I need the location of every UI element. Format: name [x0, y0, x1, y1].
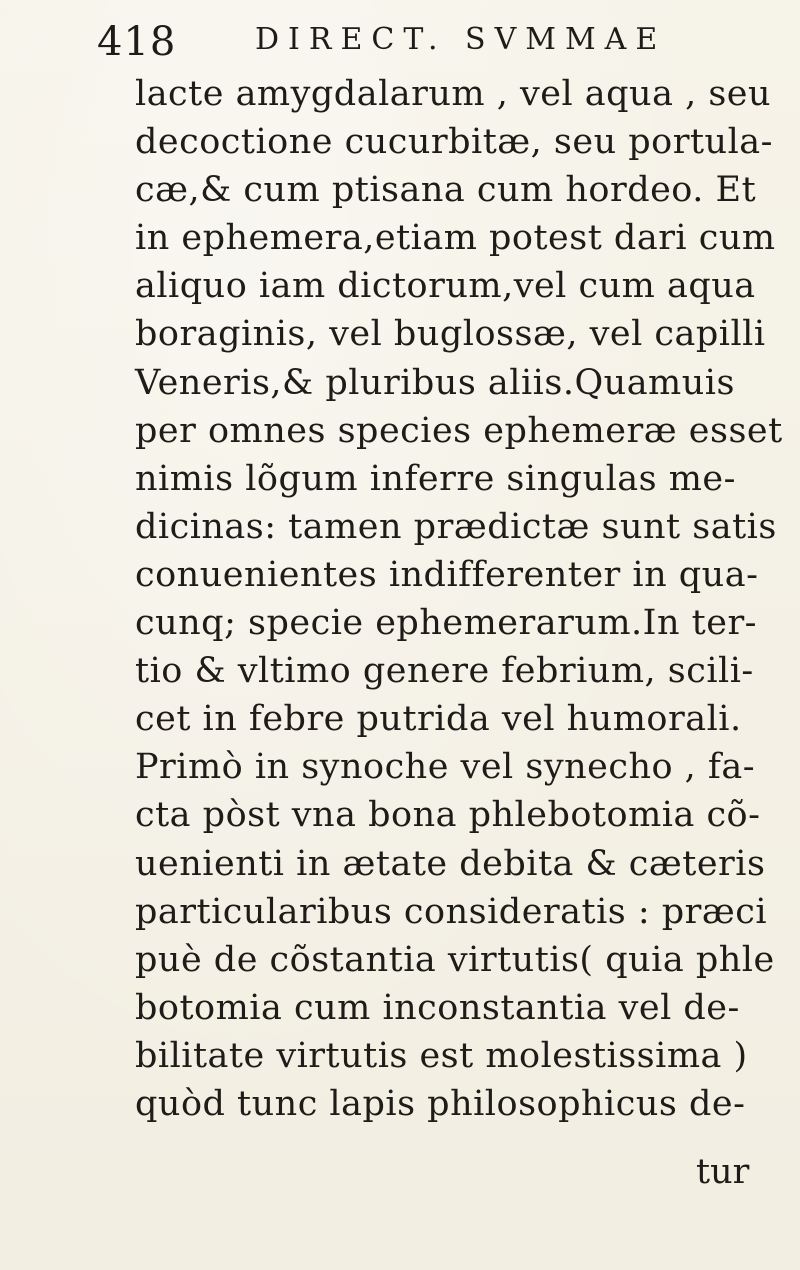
text-line: cet in febre putrida vel humorali.: [135, 699, 742, 740]
text-line: uenienti in ætate debita & cæteris: [135, 843, 766, 884]
text-line: Veneris,& pluribus aliis.Quamuis: [135, 362, 735, 403]
text-line: boraginis, vel buglossæ, vel capilli: [135, 314, 766, 355]
text-line: per omnes species ephemeræ esset: [135, 410, 783, 451]
text-line: quòd tunc lapis philosophicus de-: [135, 1083, 746, 1124]
text-line: bilitate virtutis est molestissima ): [135, 1035, 748, 1076]
catchword: tur: [696, 1152, 750, 1192]
text-line: conuenientes indifferenter in qua-: [135, 554, 759, 595]
text-line: nimis lõgum inferre singulas me-: [135, 458, 736, 499]
running-head: DIRECT. SVMMAE: [255, 22, 667, 57]
text-line: lacte amygdalarum , vel aqua , seu: [135, 74, 772, 114]
text-line: cæ,& cum ptisana cum hordeo. Et: [135, 170, 757, 211]
text-line: cta pòst vna bona phlebotomia cõ-: [135, 795, 761, 836]
text-line: botomia cum inconstantia vel de-: [135, 987, 740, 1028]
text-line: particularibus consideratis : præci: [135, 891, 768, 932]
text-line: decoctione cucurbitæ, seu portula-: [135, 122, 773, 163]
text-line: in ephemera,etiam potest dari cum: [135, 218, 776, 259]
text-line: Primò in synoche vel synecho , fa-: [135, 747, 756, 788]
text-line: dicinas: tamen prædictæ sunt satis: [135, 506, 777, 547]
text-line: tio & vltimo genere febrium, scili-: [135, 651, 754, 692]
text-line: aliquo iam dictorum,vel cum aqua: [135, 266, 756, 307]
text-line: cunq; specie ephemerarum.In ter-: [135, 603, 758, 644]
text-line: puè de cõstantia virtutis( quia phle: [135, 939, 775, 980]
body-text: [135, 70, 783, 1128]
page-number: 418: [97, 19, 177, 65]
